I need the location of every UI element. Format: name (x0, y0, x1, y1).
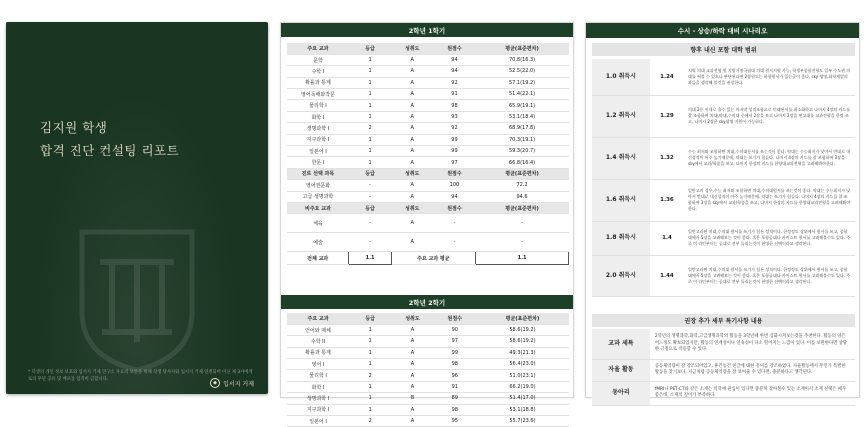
table-cell: A (391, 324, 433, 335)
table-cell: 예술 (287, 233, 349, 252)
table-cell: 59.3(20.7) (476, 146, 569, 157)
table-row (287, 359, 569, 370)
table-cell: 1 (349, 54, 391, 65)
section-header-cell: 비주요 교과 (287, 202, 349, 213)
recommendation-row (592, 359, 855, 381)
table-cell: 문학 (287, 54, 349, 65)
column-header: 주요 교과 (287, 43, 349, 54)
table-row (287, 233, 569, 252)
table-cell: - (349, 191, 391, 202)
table-cell: 98 (434, 404, 476, 415)
table-cell: 51.0(23.1) (476, 370, 569, 381)
scenario-value: 1.44 (650, 255, 684, 296)
recommendation-label: 동아리 (592, 381, 650, 405)
table-cell: - (349, 180, 391, 191)
table-cell: 94.6 (476, 191, 569, 202)
table-cell: A (391, 347, 433, 358)
scenario-page (585, 22, 860, 398)
column-header: 평균(표준편차) (476, 43, 569, 54)
recommendation-row (592, 381, 855, 405)
table-cell: 65.9(19.1) (476, 100, 569, 111)
table-cell: A (391, 233, 433, 252)
table-row (287, 134, 569, 145)
table-cell: 89 (434, 393, 476, 404)
table-cell: A (391, 123, 433, 134)
section-header-cell: 평균(표준편차) (476, 202, 569, 213)
table-cell: 체육 (287, 214, 349, 233)
table-cell: A (391, 157, 433, 168)
cover-title-line2: 합격 진단 컨설팅 리포트 (40, 143, 180, 158)
recommendation-row (592, 329, 855, 359)
table-cell: A (391, 370, 433, 381)
table-cell: 확률과 통계 (287, 347, 349, 358)
table-cell: 91 (433, 89, 475, 100)
table-cell: 1 (349, 77, 391, 88)
table-row (287, 146, 569, 157)
table-row (287, 111, 569, 122)
table-cell: 1 (349, 100, 391, 111)
table-cell: 93 (433, 111, 475, 122)
column-header: 성취도 (391, 313, 433, 324)
table-row (287, 157, 569, 168)
table-row (287, 180, 569, 191)
column-header: 등급 (349, 313, 391, 324)
table-cell: 100 (433, 180, 475, 191)
scenario-value: 1.32 (650, 137, 684, 179)
recommendation-label: 자율 활동 (592, 359, 650, 381)
table-row (287, 393, 569, 404)
table-cell: 일본어 I (287, 146, 349, 157)
table-cell: 수학 II (287, 336, 349, 347)
table-cell: 생명과학 I (287, 123, 349, 134)
table-cell: 일본어 I (287, 416, 349, 427)
table-cell: 49.3(21.3) (476, 347, 569, 358)
table-cell: A (391, 77, 433, 88)
range-title: 향후 내신 포함 대학 범위 (592, 43, 855, 56)
crest-watermark-icon (72, 222, 202, 372)
table-cell: 화학 I (287, 111, 349, 122)
table-row (287, 100, 569, 111)
table-cell: 1 (349, 134, 391, 145)
table-cell: - (349, 214, 391, 233)
table-cell: 1 (349, 324, 391, 335)
table-cell: 55.7(23.6) (476, 416, 569, 427)
table-cell: 생명과학 I (287, 393, 349, 404)
section-header-cell: 진로 선택 과목 (287, 168, 349, 179)
table-cell: 99 (433, 134, 475, 145)
table-cell: 1 (349, 146, 391, 157)
table-cell: A (391, 336, 433, 347)
table-cell: - (433, 214, 475, 233)
table-cell: 92 (433, 77, 475, 88)
report-cover (6, 22, 268, 394)
table-cell: 51.4(22.1) (476, 89, 569, 100)
table-cell: - (349, 233, 391, 252)
table-cell: 1 (349, 381, 391, 392)
semester2-title: 2학년 2학기 (281, 295, 573, 309)
scenario-text: 일반고의 경우,수능 최저와 조합하면 치대,수의대원서를 쓰는것이 좋다. 약대는 수능최저가 낮아서 반대로 내신성적이 아주 높기때문에, 약대는 쓰기가 힘들다. 나머지 4장의 카드를 잘 조합하여 3장을 sky에서 교과/학종을 쓰고, 나머지 한장의 카드를 한양대교과전형을 고려해봐야한다. (684, 179, 855, 221)
section-header-cell: 성취도 (391, 202, 433, 213)
table-cell: 1 (349, 111, 391, 122)
table-cell: 68.9(17.8) (476, 123, 569, 134)
table-cell: 53.1(18.8) (476, 404, 569, 415)
grades-page (280, 22, 574, 425)
table-row (287, 54, 569, 65)
table-cell: 66.8(16.4) (476, 157, 569, 168)
table-cell: B (391, 393, 433, 404)
main-average-value: 1.1 (476, 252, 569, 265)
table-cell: A (391, 89, 433, 100)
table-row (287, 404, 569, 415)
table-cell: 2 (349, 123, 391, 134)
recommendation-text: 공동체역량이 잘 강조되어있고, 휴긴동건 친글에 대한 흥미를 강조하였다. 자율활동에서 무언가 특별한 활동을 찾기보다, 지금처럼 공동체역량을 잘 보여줄 수 있다면, 충분하다고 생각된다. (650, 359, 855, 381)
scenario-row (592, 179, 855, 221)
semester1-table (287, 43, 569, 265)
table-cell: 57.1(19.2) (476, 77, 569, 88)
table-cell: 98 (434, 359, 476, 370)
scenario-title: 수시 - 상승/하락 대비 시나리오 (586, 23, 859, 38)
table-cell: 91 (434, 381, 476, 392)
table-cell: 영어 I (287, 359, 349, 370)
column-header: 성취도 (391, 43, 433, 54)
table-cell: 56.4(23.0) (476, 359, 569, 370)
table-cell: 영어독해와작문 (287, 89, 349, 100)
table-cell: 58.6(19.2) (476, 336, 569, 347)
table-cell: A (391, 54, 433, 65)
table-cell: 확률과 통계 (287, 77, 349, 88)
scenario-label: 1.6 취득시 (592, 179, 650, 221)
recommendation-label: 교과 세특 (592, 329, 650, 359)
table-cell: 70.8(16.3) (476, 54, 569, 65)
total-row (287, 252, 569, 265)
cover-logo (210, 378, 254, 388)
table-cell: 99 (433, 146, 475, 157)
table-cell: 96 (434, 370, 476, 381)
main-average-label: 주요 교과 평균 (391, 252, 475, 265)
scenario-value: 1.24 (650, 59, 684, 95)
table-cell: 지구과학 I (287, 134, 349, 145)
table-cell: 90 (434, 324, 476, 335)
table-cell: A (391, 416, 433, 427)
recommendation-text: 2학년의 생명과학,화학,고급생명과학의 활동을 3학년때 한번 심화시켜보는것을 추천한다. 활동의 양은 어느정도 확보되었지만, 활동의 연계성이나 연속성이 다소 떨어지는 느낌이 있다. 이를 보완한다면 상당한 긍정으로 작용할 수 있다. (650, 329, 855, 359)
scenario-text: 의대 2등 이내로 올수 있는 마지막 성적조합으로 미래된서를 최소화하고 나머지 4장의 카드를 잘 조합하여 치대,약대,수의대 중에서 2장을 쓰고 나머지 2장을 연고대를 교과전형을 한정 쓰고, 나머지 2장은 sky생명 지원이 가능하다. (684, 95, 855, 137)
scenario-table (592, 59, 855, 297)
table-cell: - (476, 233, 569, 252)
table-cell: 1 (349, 359, 391, 370)
scenario-label: 1.8 취득시 (592, 221, 650, 255)
table-cell: 1 (349, 89, 391, 100)
table-row (287, 370, 569, 381)
scenario-text: 일반고라면 치대,수의대 원서를 쓰기가 힘든 성적이다. 한정정도 상위에서 원서를 쓰고, 종합대에서 5장을 고려해보는 것이 좋다. 혹은 포함공대나 카이스트 원서를 고려해볼수도 있다. 주로 이 라인부터는 공대로 전부 돌리는것이 현명한 선택이라고 생각된다. (684, 255, 855, 296)
table-cell: 지구과학 I (287, 404, 349, 415)
recommendation-text: fMRI나 PET-CT와 같은 소재는 의학에 관심이 있다면 충분히 찾아볼수 있는 소재이서 소재 선택은 매우 좋은데, 소재의 깊이가 부족하다. (650, 381, 855, 405)
table-cell: A (391, 134, 433, 145)
table-row (287, 324, 569, 335)
table-cell: 95 (434, 416, 476, 427)
table-cell: 수학 I (287, 66, 349, 77)
semester1-title: 2학년 1학기 (281, 23, 573, 37)
table-cell: 1 (349, 393, 391, 404)
table-cell: 화학 I (287, 381, 349, 392)
table-row (287, 66, 569, 77)
section-header-cell: 원점수 (433, 202, 475, 213)
table-cell: A (391, 404, 433, 415)
table-cell: 2 (349, 370, 391, 381)
table-cell: A (391, 359, 433, 370)
table-row (287, 123, 569, 134)
section-header-row (287, 168, 569, 179)
table-cell: A (391, 381, 433, 392)
scenario-row (592, 137, 855, 179)
table-cell: 94 (433, 66, 475, 77)
scenario-row (592, 255, 855, 296)
table-cell: - (433, 233, 475, 252)
table-cell: 98 (433, 100, 475, 111)
table-cell: 물리학 I (287, 370, 349, 381)
scenario-row (592, 59, 855, 95)
cover-title-line1: 김지원 학생 (40, 120, 108, 135)
table-cell: 언어와 매체 (287, 324, 349, 335)
recommendation-table (592, 329, 855, 406)
table-cell: 1 (349, 157, 391, 168)
table-row (287, 336, 569, 347)
section-header-cell: 등급 (349, 202, 391, 213)
table-cell: 94 (433, 54, 475, 65)
table-cell: 1 (349, 404, 391, 415)
section-header-cell: 평균(표준편차) (476, 168, 569, 179)
table-cell: 92 (433, 123, 475, 134)
scenario-label: 2.0 취득시 (592, 255, 650, 296)
scenario-text: 일반고라면 치대,수의대 원서를 쓰기가 힘든 성적이다. 한정정도 상위에서 원서를 쓰고, 종합대에서 5장을 고려해보는 것이 좋다. 혹은 포함공대나 카이스트 원서를 고려해볼수도 있다. 주로 이 라인부터는 공대로 전부 돌리는것이 현명한 선택이라고 생각된다. (684, 221, 855, 255)
table-cell: A (391, 180, 433, 191)
table-cell: A (391, 66, 433, 77)
table-cell: 72.2 (476, 180, 569, 191)
table-row (287, 381, 569, 392)
table-cell: 물리학 I (287, 100, 349, 111)
total-value: 1.1 (349, 252, 391, 265)
table-cell: 66.2(19.0) (476, 381, 569, 392)
table-cell: 99 (434, 347, 476, 358)
scenario-text: 수능 최저와 조합하면 치대,수의대등서를 쓰는것이 좋다. 약대는 수능최저가 낮아서 반대로 내신성적이 아주 높기때문에, 약대는 쓰기가 힘들다. 나머지 4장의 카드를 잘 조합하여 3장을 sky에서 교과/학종을 쓰고, 나머지 한장의 카드를 한양대교과전형을 고려해봐야한다. (684, 137, 855, 179)
total-label: 전체 교과 (287, 252, 349, 265)
cover-disclaimer: * 학생의 개인 정보 보호와 입서지 거제 연구소 자료의 보안을 위해 학생 당사자와 입서지 거제 연결되어 이닌 제 3자에게로의 무단 공유 및 배포를 엄격히 금합니다. (28, 370, 253, 382)
scenario-value: 1.36 (650, 179, 684, 221)
table-cell: 1 (349, 66, 391, 77)
scenario-row (592, 221, 855, 255)
table-cell: 고급 생명과학 (287, 191, 349, 202)
table-cell: A (391, 111, 433, 122)
column-header: 주요 교과 (287, 313, 349, 324)
table-cell: 70.3(19.1) (476, 134, 569, 145)
section-header-cell: 원점수 (433, 168, 475, 179)
table-row (287, 89, 569, 100)
semester2-table (287, 313, 569, 427)
table-cell: 52.5(22.0) (476, 66, 569, 77)
section-header-cell: 등급 (349, 168, 391, 179)
scenario-value: 1.4 (650, 221, 684, 255)
section-header-row (287, 202, 569, 213)
logo-mark-icon: ◆ (210, 378, 220, 388)
scenario-label: 1.2 취득시 (592, 95, 650, 137)
table-cell: 2 (349, 416, 391, 427)
table-cell: A (391, 146, 433, 157)
cover-title (40, 116, 179, 162)
rec-title: 권장 추가 세부 특기사항 내용 (592, 314, 855, 327)
table-cell: 영어권문화 (287, 180, 349, 191)
table-cell: A (391, 214, 433, 233)
table-cell: 58.6(19.2) (476, 324, 569, 335)
table-row (287, 191, 569, 202)
column-header: 원점수 (433, 43, 475, 54)
table-row (287, 347, 569, 358)
scenario-value: 1.29 (650, 95, 684, 137)
table-cell: 94 (433, 191, 475, 202)
column-header: 등급 (349, 43, 391, 54)
scenario-label: 1.4 취득시 (592, 137, 650, 179)
table-cell: 51.4(17.0) (476, 393, 569, 404)
table-cell: 53.1(18.4) (476, 111, 569, 122)
table-cell: 1 (349, 347, 391, 358)
section-header-cell: 성취도 (391, 168, 433, 179)
scenario-label: 1.0 취득시 (592, 59, 650, 95)
logo-text: 입서지 거제 (223, 380, 254, 388)
scenario-row (592, 95, 855, 137)
table-cell: 1 (349, 336, 391, 347)
column-header: 평균(표준편차) (476, 313, 569, 324)
table-row (287, 214, 569, 233)
table-cell: - (476, 214, 569, 233)
column-header: 원점수 (434, 313, 476, 324)
table-row (287, 77, 569, 88)
table-cell: 한문 I (287, 157, 349, 168)
table-cell: 97 (433, 157, 475, 168)
table-cell: A (391, 191, 433, 202)
table-cell: A (391, 100, 433, 111)
scenario-text: 지역 의대 교과전형 및 지방거점국립대 의대 원서지원 가능, 학생부종합전형도 일부 수도권 의대를 써볼 수 있으나 판단된다면 2합원도는 하향원서가 있는곳이 좋다. sky 생명,화학계열의 과들을 생각해 볼것을 권장한다. (684, 59, 855, 95)
table-row (287, 416, 569, 427)
table-cell: 97 (434, 336, 476, 347)
